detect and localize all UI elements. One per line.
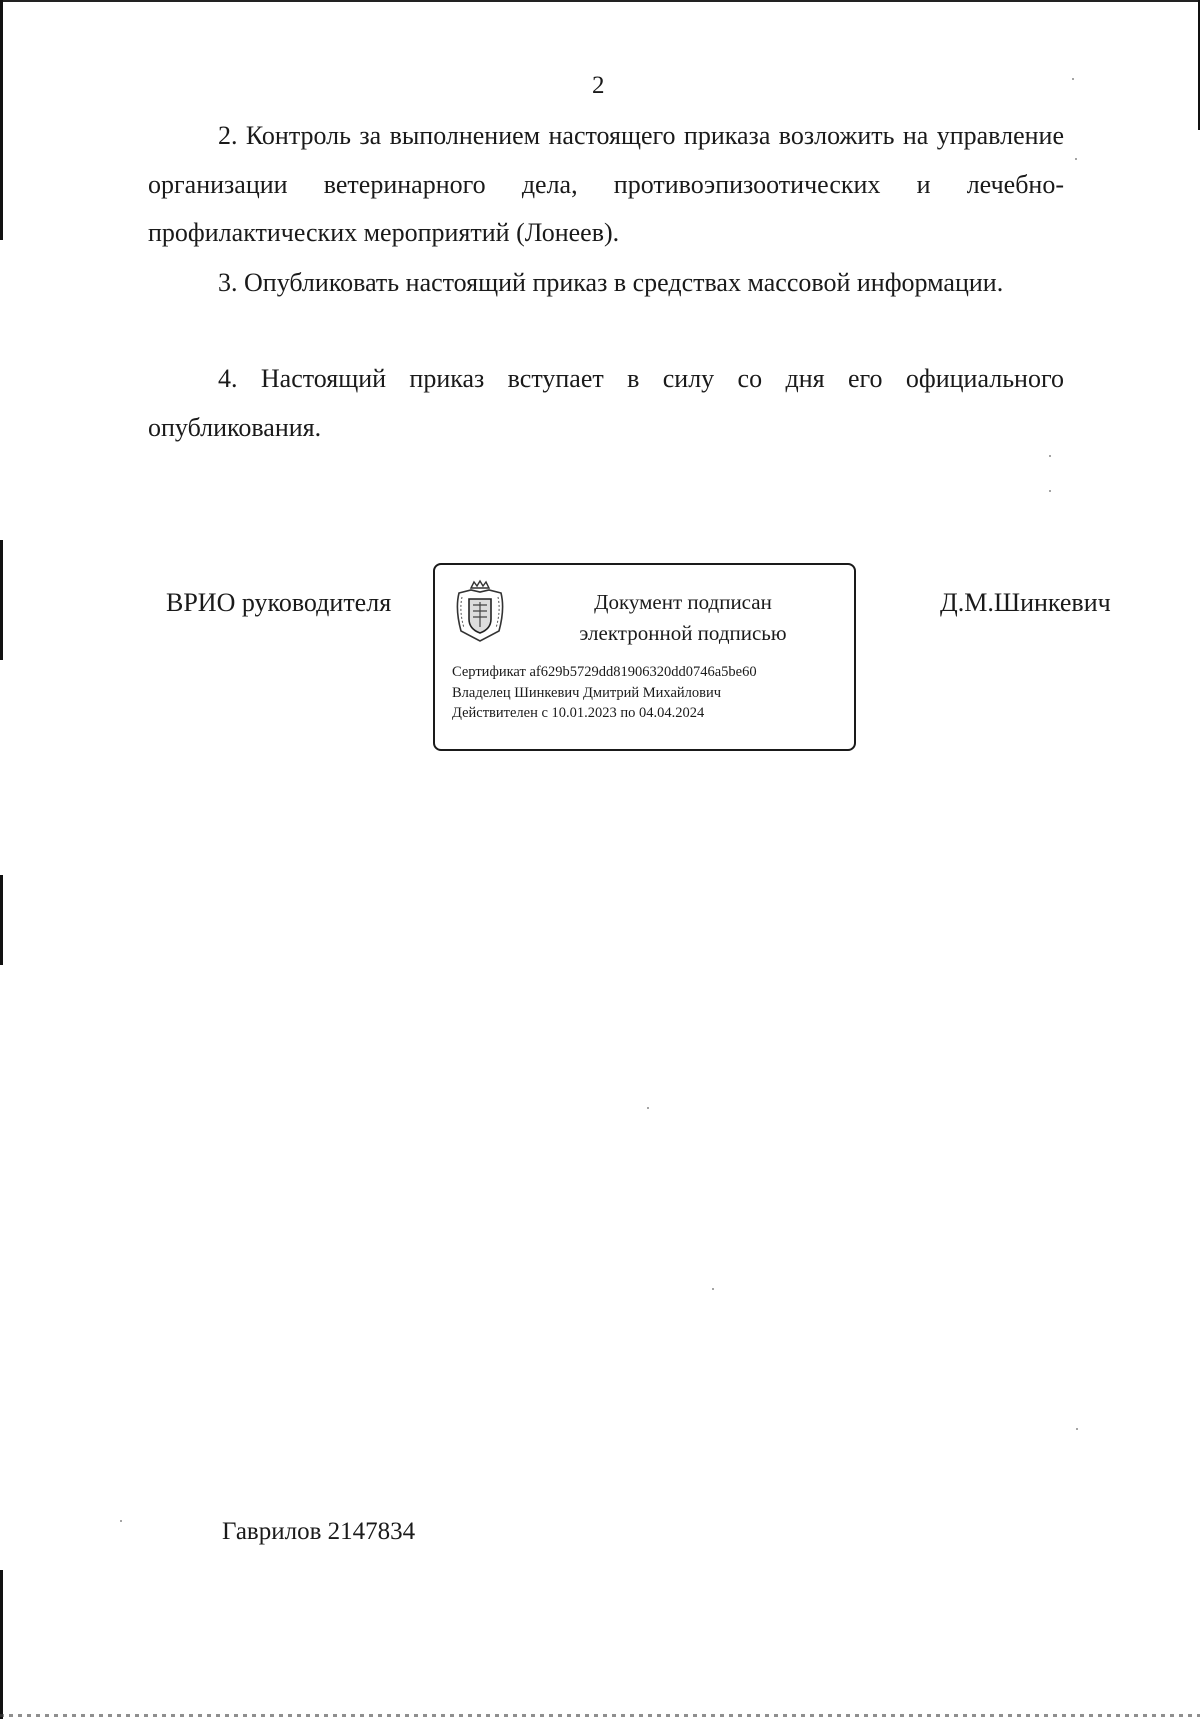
signatory-name: Д.М.Шинкевич xyxy=(940,588,1111,617)
esign-title xyxy=(553,587,813,649)
paragraph-text: Опубликовать настоящий приказ в средствах массовой информации. xyxy=(244,268,1004,297)
scan-speck xyxy=(1072,78,1074,80)
esign-title-line1: Документ подписан xyxy=(594,590,772,614)
esign-validity: Действителен с 10.01.2023 по 04.04.2024 xyxy=(452,705,705,721)
esign-certificate: Сертификат af629b5729dd81906320dd0746a5be60 xyxy=(452,664,757,680)
scan-edge-left xyxy=(0,540,3,660)
esign-title-line2: электронной подписью xyxy=(579,621,787,645)
executor-line: Гаврилов 2147834 xyxy=(222,1518,416,1545)
paragraph-number: 3. xyxy=(218,268,238,297)
scan-speck xyxy=(1049,490,1051,492)
scan-speck xyxy=(1076,1428,1078,1430)
page-number: 2 xyxy=(592,72,605,99)
paragraph-text: Контроль за выполнением настоящего приказа возложить на управление организации ветеринарного дела, противоэпизоотических и лечебно-профилактических мероприятий (Лонеев). xyxy=(148,121,1064,247)
scan-speck xyxy=(1075,158,1077,160)
signatory-role: ВРИО руководителя xyxy=(166,588,392,617)
scan-edge-left xyxy=(0,875,3,965)
paragraph-number: 2. xyxy=(218,121,238,150)
paragraph-4 xyxy=(148,355,1064,452)
esign-details xyxy=(452,662,757,724)
paragraph-text: Настоящий приказ вступает в силу со дня его официального опубликования. xyxy=(148,364,1064,442)
esign-owner: Владелец Шинкевич Дмитрий Михайлович xyxy=(452,684,722,701)
scan-speck xyxy=(120,1520,122,1522)
paragraph-3 xyxy=(148,259,1064,308)
paragraph-2 xyxy=(148,112,1064,258)
scan-edge-left xyxy=(0,0,3,240)
scan-edge-bottom xyxy=(0,1714,1200,1717)
scan-speck xyxy=(647,1107,649,1109)
coat-of-arms-icon xyxy=(453,579,507,643)
paragraph-number: 4. xyxy=(218,364,238,393)
scan-edge-top xyxy=(0,0,1200,2)
scan-speck xyxy=(712,1288,714,1290)
electronic-signature-stamp xyxy=(433,563,856,751)
scan-edge-left xyxy=(0,1570,3,1719)
scan-speck xyxy=(1049,455,1051,457)
